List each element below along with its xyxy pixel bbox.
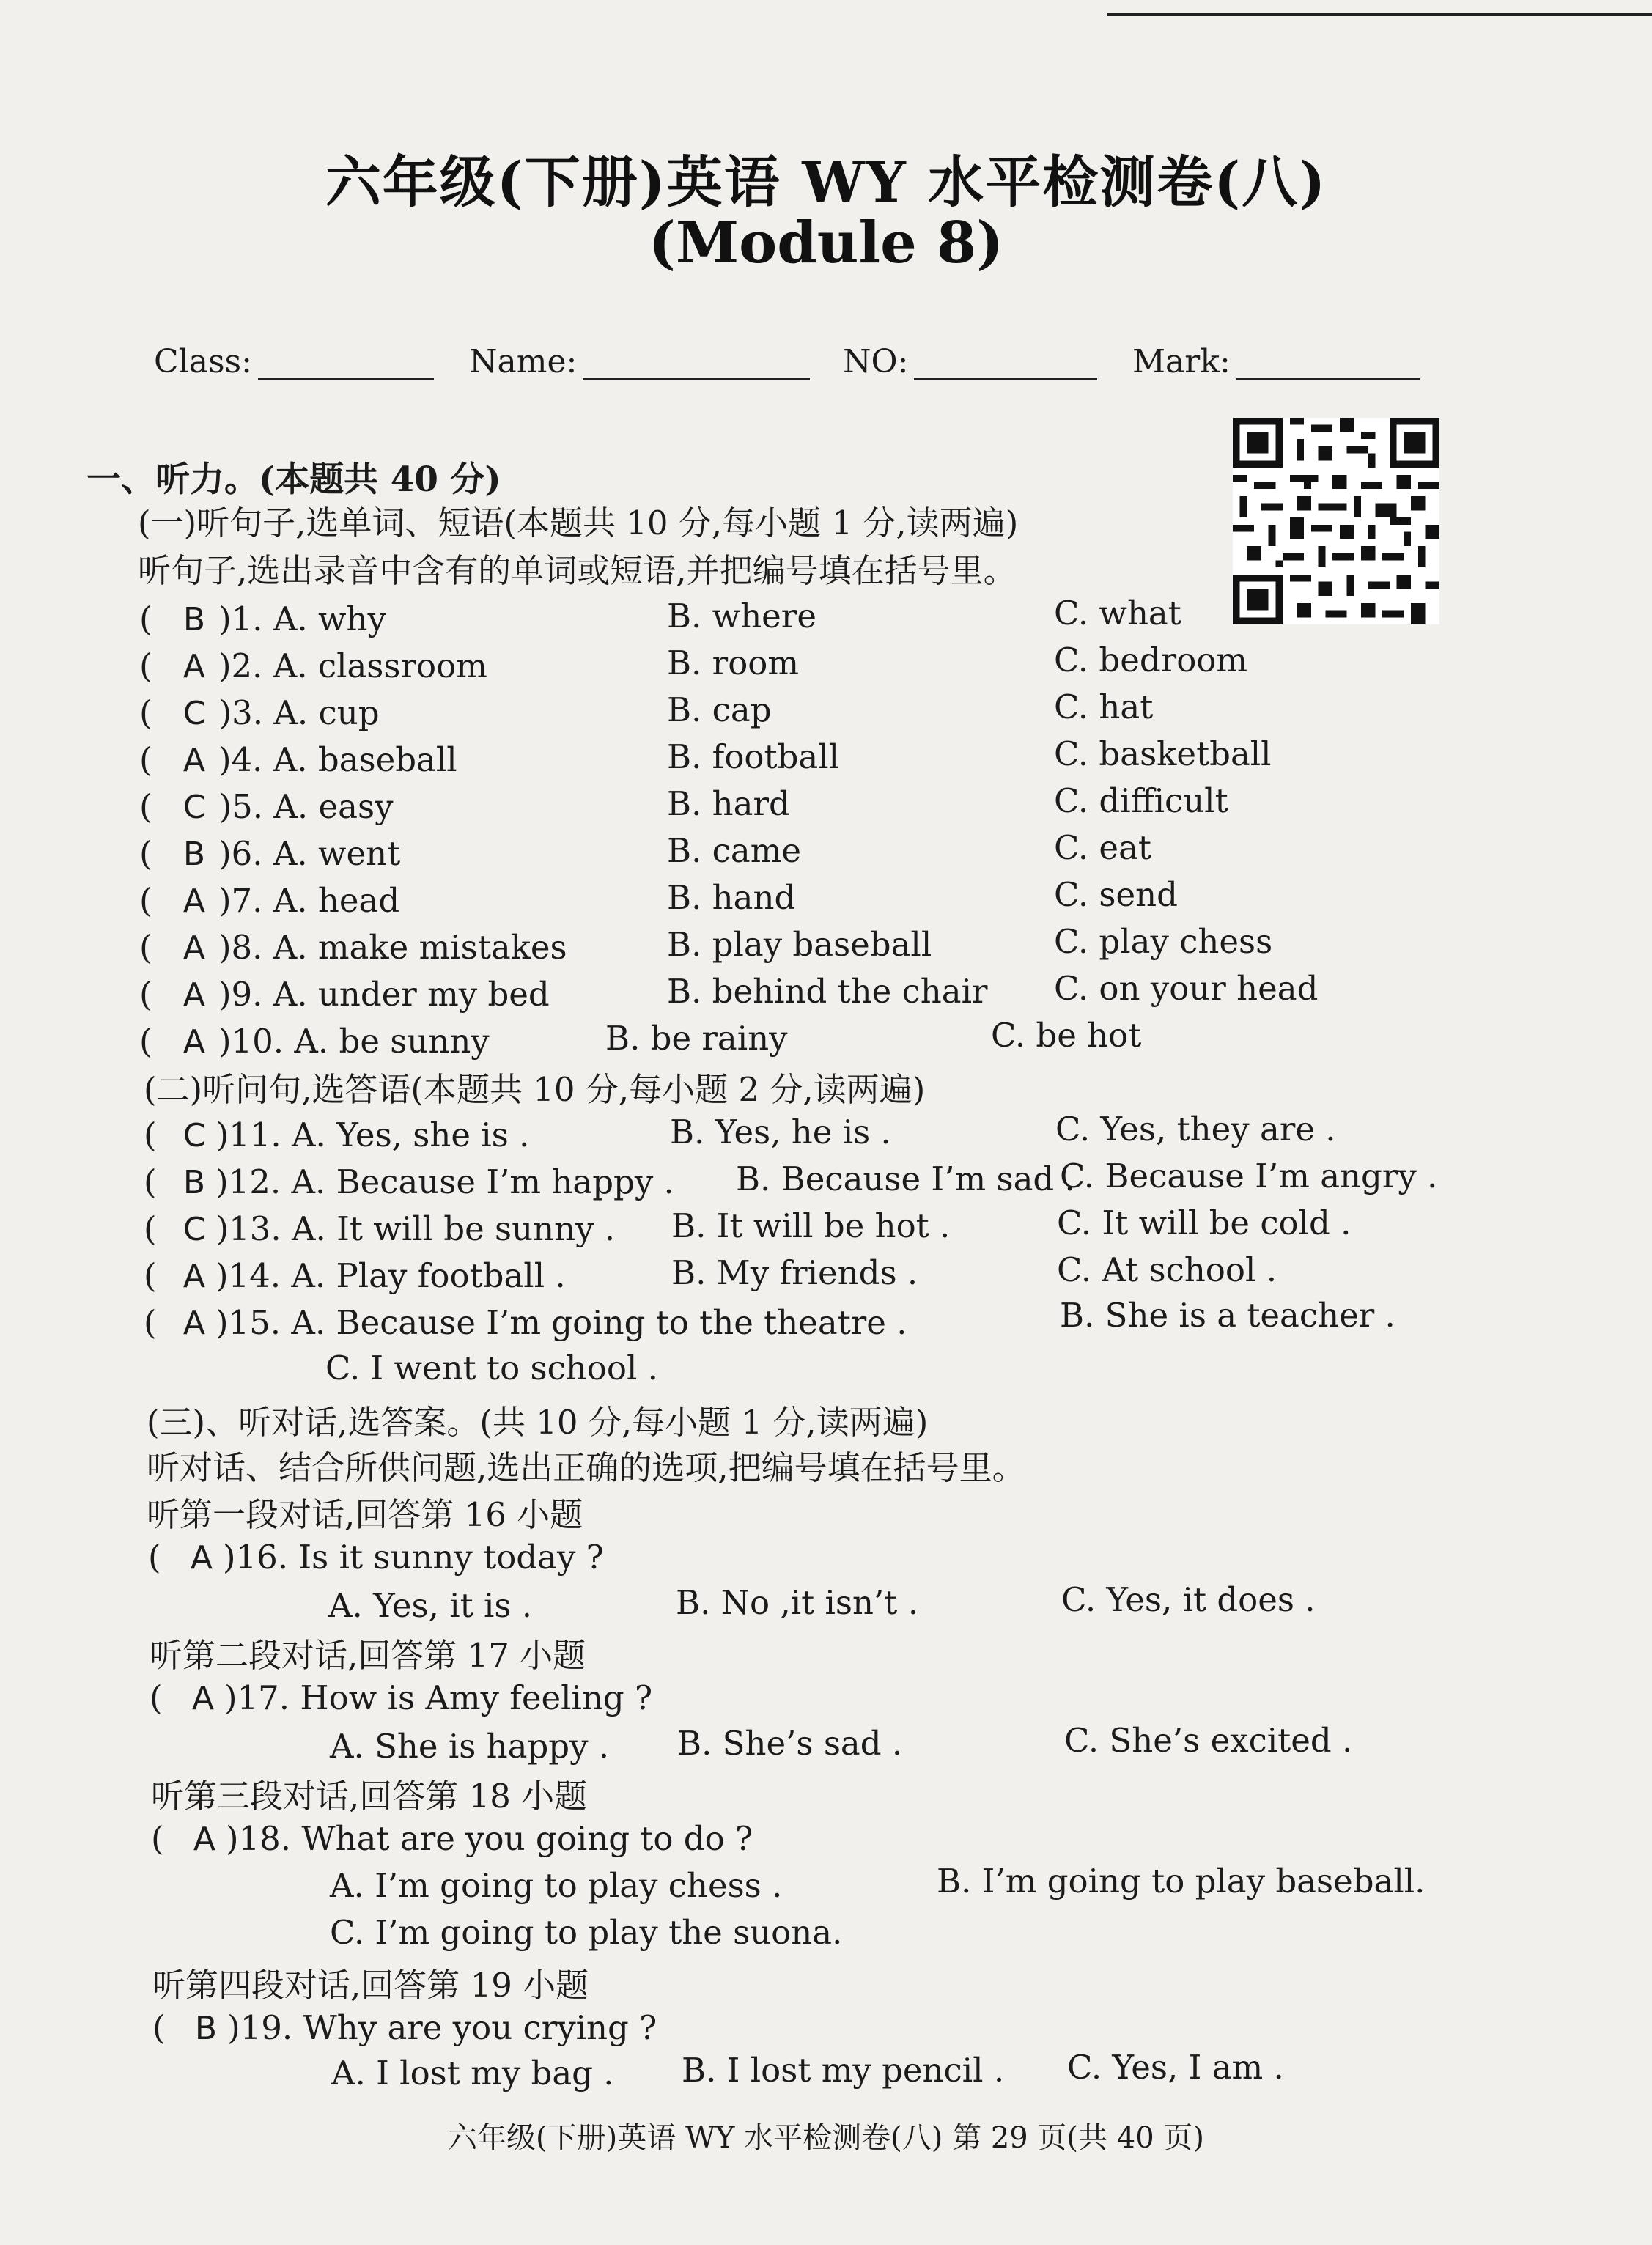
option-a: A. Yes, it is . (328, 1586, 533, 1625)
option-c: C. play chess (1054, 922, 1273, 961)
section3-heading: (三)、听对话,选答案。(共 10 分,每小题 1 分,读两遍) (147, 1403, 929, 1442)
option-c: C. At school . (1057, 1250, 1277, 1289)
mark-label: Mark: (1132, 343, 1231, 380)
option-b: B. I lost my pencil . (682, 2051, 1005, 2090)
dialogue-label: 听第三段对话,回答第 18 小题 (151, 1777, 588, 1815)
page-subtitle: (Module 8) (648, 210, 1004, 276)
name-label: Name: (469, 343, 578, 380)
question-row: ( A )17. How is Amy feeling ? (150, 1678, 653, 1717)
page-footer: 六年级(下册)英语 WY 水平检测卷(八) 第 29 页(共 40 页) (448, 2121, 1204, 2155)
option-b: B. room (667, 644, 800, 682)
option-c: C. Yes, it does . (1061, 1580, 1316, 1619)
answer-mark: B (182, 601, 206, 638)
section3-instructions: 听对话、结合所供问题,选出正确的选项,把编号填在括号里。 (147, 1448, 1025, 1487)
option-c: C. bedroom (1054, 641, 1248, 679)
option-c: C. I went to school . (325, 1349, 658, 1387)
name-blank[interactable] (583, 349, 810, 380)
question-row: ( A )10. A. be sunny (139, 1022, 490, 1061)
question-row: ( B )6. A. went (139, 834, 401, 873)
section1-instructions: 听句子,选出录音中含有的单词或短语,并把编号填在括号里。 (138, 551, 1017, 590)
answer-mark: B (182, 836, 206, 873)
question-row: ( A )14. A. Play football . (144, 1256, 566, 1295)
option-b: B. hard (667, 784, 790, 823)
option-a: A. I lost my bag . (331, 2054, 614, 2093)
option-b: B. where (667, 597, 816, 635)
no-label: NO: (843, 343, 909, 380)
page-title: 六年级(下册)英语 WY 水平检测卷(八) (325, 150, 1327, 215)
dialogue-label: 听第二段对话,回答第 17 小题 (150, 1636, 586, 1675)
dialogue-label: 听第一段对话,回答第 16 小题 (147, 1495, 583, 1534)
option-b: B. Yes, he is . (670, 1113, 891, 1151)
mark-blank[interactable] (1236, 349, 1420, 380)
class-field (154, 343, 434, 380)
option-b: B. be rainy (605, 1019, 788, 1058)
option-b: B. behind the chair (667, 972, 988, 1011)
question-row: ( C )11. A. Yes, she is . (144, 1116, 530, 1154)
question-row: ( C )5. A. easy (139, 787, 394, 826)
answer-mark: A (182, 1023, 205, 1061)
answer-mark: A (182, 742, 205, 779)
question-row: ( A )15. A. Because I’m going to the theatre . (144, 1303, 907, 1342)
answer-mark: C (182, 1211, 206, 1248)
name-field (469, 343, 810, 380)
option-b: B. She’s sad . (677, 1724, 903, 1763)
answer-mark: A (182, 976, 205, 1014)
answer-mark: B (194, 2010, 218, 2047)
option-a: A. She is happy . (330, 1727, 610, 1766)
answer-mark: A (182, 1258, 205, 1295)
option-c: C. Yes, they are . (1055, 1110, 1336, 1149)
option-b: B. cap (667, 690, 772, 729)
question-row: ( A )2. A. classroom (139, 646, 487, 685)
answer-mark: C (182, 789, 206, 826)
answer-mark: A (193, 1821, 215, 1858)
section2-heading: (二)听问句,选答语(本题共 10 分,每小题 2 分,读两遍) (144, 1070, 926, 1109)
option-b: B. My friends . (671, 1253, 918, 1292)
answer-mark: A (182, 648, 205, 685)
option-c: C. send (1054, 875, 1178, 914)
option-b: B. football (667, 737, 840, 776)
dialogue-label: 听第四段对话,回答第 19 小题 (152, 1966, 589, 2005)
question-row: ( B )19. Why are you crying ? (152, 2008, 657, 2047)
mark-field (1132, 343, 1420, 380)
option-b: B. It will be hot . (671, 1206, 951, 1245)
question-row: ( A )4. A. baseball (139, 740, 457, 779)
answer-mark: B (182, 1164, 206, 1201)
option-b: B. hand (667, 878, 796, 917)
answer-mark: A (182, 882, 205, 920)
class-blank[interactable] (258, 349, 434, 380)
option-c: C. basketball (1054, 734, 1272, 773)
answer-mark: A (182, 1305, 205, 1342)
option-b: B. I’m going to play baseball. (937, 1862, 1426, 1901)
option-b: B. Because I’m sad . (736, 1160, 1075, 1198)
question-row: ( A )9. A. under my bed (139, 975, 550, 1014)
option-c: C. It will be cold . (1057, 1203, 1352, 1242)
part1-heading: 一、听力。(本题共 40 分) (86, 460, 501, 500)
answer-mark: C (182, 1117, 206, 1154)
option-c: C. hat (1054, 687, 1154, 726)
option-b: B. came (667, 831, 802, 870)
option-c: C. what (1054, 594, 1181, 633)
question-row: ( A )7. A. head (139, 881, 400, 920)
option-b: B. play baseball (667, 925, 932, 964)
option-a: A. I’m going to play chess . (330, 1866, 783, 1905)
question-row: ( A )8. A. make mistakes (139, 928, 567, 967)
question-row: ( C )13. A. It will be sunny . (144, 1209, 616, 1248)
question-row: ( B )12. A. Because I’m happy . (144, 1162, 674, 1201)
option-c: C. Yes, I am . (1067, 2048, 1284, 2087)
option-c: C. difficult (1054, 781, 1228, 820)
option-c: C. I’m going to play the suona. (330, 1913, 843, 1952)
option-c: C. be hot (991, 1016, 1142, 1055)
section1-heading: (一)听句子,选单词、短语(本题共 10 分,每小题 1 分,读两遍) (138, 504, 1019, 542)
option-c: C. eat (1054, 828, 1151, 867)
answer-mark: A (190, 1539, 213, 1577)
no-field (843, 343, 1097, 380)
top-rule (1107, 13, 1652, 16)
answer-mark: C (182, 695, 206, 732)
answer-mark: A (182, 929, 205, 967)
question-row: ( A )18. What are you going to do ? (151, 1819, 753, 1858)
answer-mark: A (191, 1680, 214, 1717)
no-blank[interactable] (914, 349, 1097, 380)
question-row: ( C )3. A. cup (139, 693, 380, 732)
option-c: C. Because I’m angry . (1060, 1157, 1438, 1195)
qr-code (1233, 418, 1439, 624)
class-label: Class: (154, 343, 252, 380)
option-c: C. She’s excited . (1064, 1721, 1353, 1760)
question-row: ( B )1. A. why (139, 600, 386, 638)
question-row: ( A )16. Is it sunny today ? (148, 1538, 604, 1577)
option-b: B. She is a teacher . (1060, 1296, 1395, 1335)
option-c: C. on your head (1054, 969, 1319, 1008)
option-b: B. No ,it isn’t . (676, 1583, 918, 1622)
